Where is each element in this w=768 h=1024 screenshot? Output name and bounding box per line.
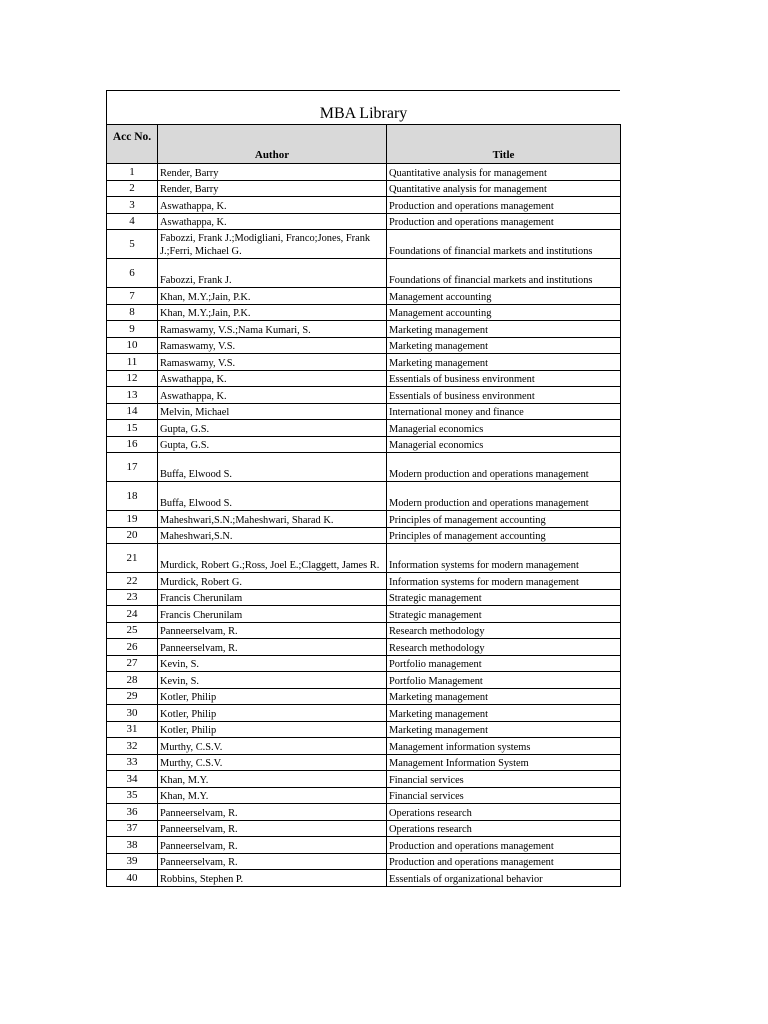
cell-author[interactable]: Murdick, Robert G.	[158, 573, 387, 590]
cell-acc-no[interactable]: 1	[107, 164, 158, 181]
table-row	[107, 197, 621, 214]
cell-author[interactable]: Buffa, Elwood S.	[158, 482, 387, 511]
cell-acc-no[interactable]: 13	[107, 387, 158, 404]
cell-title[interactable]: Modern production and operations management	[387, 482, 621, 511]
cell-acc-no[interactable]: 18	[107, 482, 158, 511]
cell-author[interactable]: Aswathappa, K.	[158, 213, 387, 230]
cell-author[interactable]: Gupta, G.S.	[158, 436, 387, 453]
cell-title[interactable]: Information systems for modern management	[387, 544, 621, 573]
cell-title[interactable]: Marketing management	[387, 337, 621, 354]
cell-title[interactable]: Research methodology	[387, 639, 621, 656]
cell-title[interactable]: Essentials of business environment	[387, 370, 621, 387]
table-row	[107, 403, 621, 420]
cell-author[interactable]: Ramaswamy, V.S.	[158, 354, 387, 371]
table-row	[107, 837, 621, 854]
table-row	[107, 482, 621, 511]
cell-title[interactable]: Modern production and operations management	[387, 453, 621, 482]
cell-title[interactable]: Managerial economics	[387, 420, 621, 437]
table-row	[107, 304, 621, 321]
cell-acc-no[interactable]: 31	[107, 721, 158, 738]
cell-acc-no[interactable]: 19	[107, 511, 158, 528]
cell-title[interactable]: Financial services	[387, 771, 621, 788]
table-row	[107, 606, 621, 623]
cell-acc-no[interactable]: 29	[107, 688, 158, 705]
cell-acc-no[interactable]: 33	[107, 754, 158, 771]
cell-author[interactable]: Murdick, Robert G.;Ross, Joel E.;Claggett, James R.	[158, 544, 387, 573]
cell-acc-no[interactable]: 7	[107, 288, 158, 305]
table-row	[107, 164, 621, 181]
cell-title[interactable]: Portfolio Management	[387, 672, 621, 689]
table-row	[107, 420, 621, 437]
cell-author[interactable]: Maheshwari,S.N.	[158, 527, 387, 544]
cell-author[interactable]: Fabozzi, Frank J.	[158, 259, 387, 288]
cell-title[interactable]: Strategic management	[387, 606, 621, 623]
cell-title[interactable]: Essentials of business environment	[387, 387, 621, 404]
table-row	[107, 213, 621, 230]
table-row	[107, 738, 621, 755]
cell-author[interactable]: Panneerselvam, R.	[158, 853, 387, 870]
header-acc-no: Acc No.	[107, 125, 158, 164]
table-row	[107, 622, 621, 639]
cell-title[interactable]: Quantitative analysis for management	[387, 164, 621, 181]
cell-title[interactable]: Foundations of financial markets and institutions	[387, 259, 621, 288]
cell-title[interactable]: Marketing management	[387, 705, 621, 722]
table-row	[107, 820, 621, 837]
table-row	[107, 354, 621, 371]
cell-author[interactable]: Khan, M.Y.;Jain, P.K.	[158, 288, 387, 305]
cell-author[interactable]: Gupta, G.S.	[158, 420, 387, 437]
cell-author[interactable]: Maheshwari,S.N.;Maheshwari, Sharad K.	[158, 511, 387, 528]
cell-title[interactable]: International money and finance	[387, 403, 621, 420]
cell-author[interactable]: Khan, M.Y.	[158, 787, 387, 804]
cell-author[interactable]: Buffa, Elwood S.	[158, 453, 387, 482]
cell-title[interactable]: Management accounting	[387, 288, 621, 305]
table-row	[107, 544, 621, 573]
cell-acc-no[interactable]: 12	[107, 370, 158, 387]
cell-author[interactable]: Panneerselvam, R.	[158, 622, 387, 639]
cell-acc-no[interactable]: 24	[107, 606, 158, 623]
table-row	[107, 705, 621, 722]
table-row	[107, 259, 621, 288]
table-row	[107, 771, 621, 788]
cell-title[interactable]: Managerial economics	[387, 436, 621, 453]
cell-title[interactable]: Information systems for modern management	[387, 573, 621, 590]
table-row	[107, 337, 621, 354]
cell-author[interactable]: Melvin, Michael	[158, 403, 387, 420]
cell-acc-no[interactable]: 35	[107, 787, 158, 804]
cell-acc-no[interactable]: 11	[107, 354, 158, 371]
cell-acc-no[interactable]: 23	[107, 589, 158, 606]
cell-acc-no[interactable]: 5	[107, 230, 158, 259]
cell-title[interactable]: Operations research	[387, 804, 621, 821]
cell-author[interactable]: Fabozzi, Frank J.;Modigliani, Franco;Jones, Frank J.;Ferri, Michael G.	[158, 230, 387, 259]
cell-title[interactable]: Production and operations management	[387, 837, 621, 854]
cell-author[interactable]: Murthy, C.S.V.	[158, 754, 387, 771]
table-row	[107, 639, 621, 656]
cell-title[interactable]: Principles of management accounting	[387, 511, 621, 528]
cell-author[interactable]: Francis Cherunilam	[158, 606, 387, 623]
cell-acc-no[interactable]: 36	[107, 804, 158, 821]
sheet-title-row	[106, 90, 620, 124]
cell-author[interactable]: Kotler, Philip	[158, 688, 387, 705]
cell-title[interactable]: Essentials of organizational behavior	[387, 870, 621, 887]
cell-title[interactable]: Marketing management	[387, 721, 621, 738]
cell-author[interactable]: Panneerselvam, R.	[158, 837, 387, 854]
cell-acc-no[interactable]: 22	[107, 573, 158, 590]
cell-title[interactable]: Quantitative analysis for management	[387, 180, 621, 197]
table-row	[107, 787, 621, 804]
cell-acc-no[interactable]: 26	[107, 639, 158, 656]
cell-author[interactable]: Render, Barry	[158, 164, 387, 181]
cell-title[interactable]: Principles of management accounting	[387, 527, 621, 544]
cell-title[interactable]: Operations research	[387, 820, 621, 837]
cell-title[interactable]: Management Information System	[387, 754, 621, 771]
table-row	[107, 573, 621, 590]
cell-acc-no[interactable]: 10	[107, 337, 158, 354]
cell-acc-no[interactable]: 32	[107, 738, 158, 755]
cell-author[interactable]: Ramaswamy, V.S.;Nama Kumari, S.	[158, 321, 387, 338]
cell-title[interactable]: Production and operations management	[387, 213, 621, 230]
cell-acc-no[interactable]: 2	[107, 180, 158, 197]
cell-acc-no[interactable]: 15	[107, 420, 158, 437]
cell-author[interactable]: Panneerselvam, R.	[158, 639, 387, 656]
cell-author[interactable]: Panneerselvam, R.	[158, 804, 387, 821]
cell-acc-no[interactable]: 3	[107, 197, 158, 214]
cell-title[interactable]: Production and operations management	[387, 853, 621, 870]
cell-acc-no[interactable]: 40	[107, 870, 158, 887]
table-row	[107, 870, 621, 887]
table-row	[107, 672, 621, 689]
cell-acc-no[interactable]: 37	[107, 820, 158, 837]
cell-author[interactable]: Francis Cherunilam	[158, 589, 387, 606]
table-row	[107, 511, 621, 528]
cell-acc-no[interactable]: 28	[107, 672, 158, 689]
cell-author[interactable]: Murthy, C.S.V.	[158, 738, 387, 755]
table-row	[107, 589, 621, 606]
cell-author[interactable]: Render, Barry	[158, 180, 387, 197]
cell-author[interactable]: Panneerselvam, R.	[158, 820, 387, 837]
cell-author[interactable]: Aswathappa, K.	[158, 370, 387, 387]
cell-acc-no[interactable]: 21	[107, 544, 158, 573]
cell-acc-no[interactable]: 20	[107, 527, 158, 544]
header-title: Title	[387, 125, 621, 164]
table-row	[107, 527, 621, 544]
cell-acc-no[interactable]: 6	[107, 259, 158, 288]
cell-acc-no[interactable]: 38	[107, 837, 158, 854]
cell-author[interactable]: Khan, M.Y.	[158, 771, 387, 788]
table-row	[107, 721, 621, 738]
cell-author[interactable]: Ramaswamy, V.S.	[158, 337, 387, 354]
table-row	[107, 288, 621, 305]
cell-title[interactable]: Production and operations management	[387, 197, 621, 214]
cell-acc-no[interactable]: 30	[107, 705, 158, 722]
table-row	[107, 804, 621, 821]
cell-author[interactable]: Aswathappa, K.	[158, 197, 387, 214]
table-row	[107, 370, 621, 387]
cell-author[interactable]: Kevin, S.	[158, 655, 387, 672]
cell-title[interactable]: Portfolio management	[387, 655, 621, 672]
header-row	[107, 125, 621, 164]
cell-title[interactable]: Management information systems	[387, 738, 621, 755]
cell-acc-no[interactable]: 27	[107, 655, 158, 672]
cell-acc-no[interactable]: 39	[107, 853, 158, 870]
cell-title[interactable]: Marketing management	[387, 354, 621, 371]
cell-title[interactable]: Financial services	[387, 787, 621, 804]
table-row	[107, 230, 621, 259]
sheet-title: MBA Library	[319, 105, 408, 122]
cell-author[interactable]: Aswathappa, K.	[158, 387, 387, 404]
table-row	[107, 436, 621, 453]
table-row	[107, 321, 621, 338]
cell-title[interactable]: Research methodology	[387, 622, 621, 639]
table-row	[107, 180, 621, 197]
cell-title[interactable]: Strategic management	[387, 589, 621, 606]
table-body	[107, 164, 621, 887]
table-row	[107, 387, 621, 404]
cell-title[interactable]: Management accounting	[387, 304, 621, 321]
cell-acc-no[interactable]: 34	[107, 771, 158, 788]
header-author: Author	[158, 125, 387, 164]
cell-title[interactable]: Marketing management	[387, 321, 621, 338]
table-row	[107, 655, 621, 672]
library-table	[106, 124, 621, 887]
table-row	[107, 853, 621, 870]
spreadsheet	[106, 90, 620, 887]
table-row	[107, 688, 621, 705]
cell-author[interactable]: Kevin, S.	[158, 672, 387, 689]
cell-author[interactable]: Kotler, Philip	[158, 705, 387, 722]
cell-acc-no[interactable]: 8	[107, 304, 158, 321]
cell-acc-no[interactable]: 17	[107, 453, 158, 482]
cell-acc-no[interactable]: 9	[107, 321, 158, 338]
cell-author[interactable]: Khan, M.Y.;Jain, P.K.	[158, 304, 387, 321]
table-row	[107, 754, 621, 771]
cell-acc-no[interactable]: 16	[107, 436, 158, 453]
table-row	[107, 453, 621, 482]
cell-author[interactable]: Robbins, Stephen P.	[158, 870, 387, 887]
cell-title[interactable]: Foundations of financial markets and institutions	[387, 230, 621, 259]
cell-title[interactable]: Marketing management	[387, 688, 621, 705]
cell-acc-no[interactable]: 4	[107, 213, 158, 230]
cell-acc-no[interactable]: 25	[107, 622, 158, 639]
cell-author[interactable]: Kotler, Philip	[158, 721, 387, 738]
cell-acc-no[interactable]: 14	[107, 403, 158, 420]
